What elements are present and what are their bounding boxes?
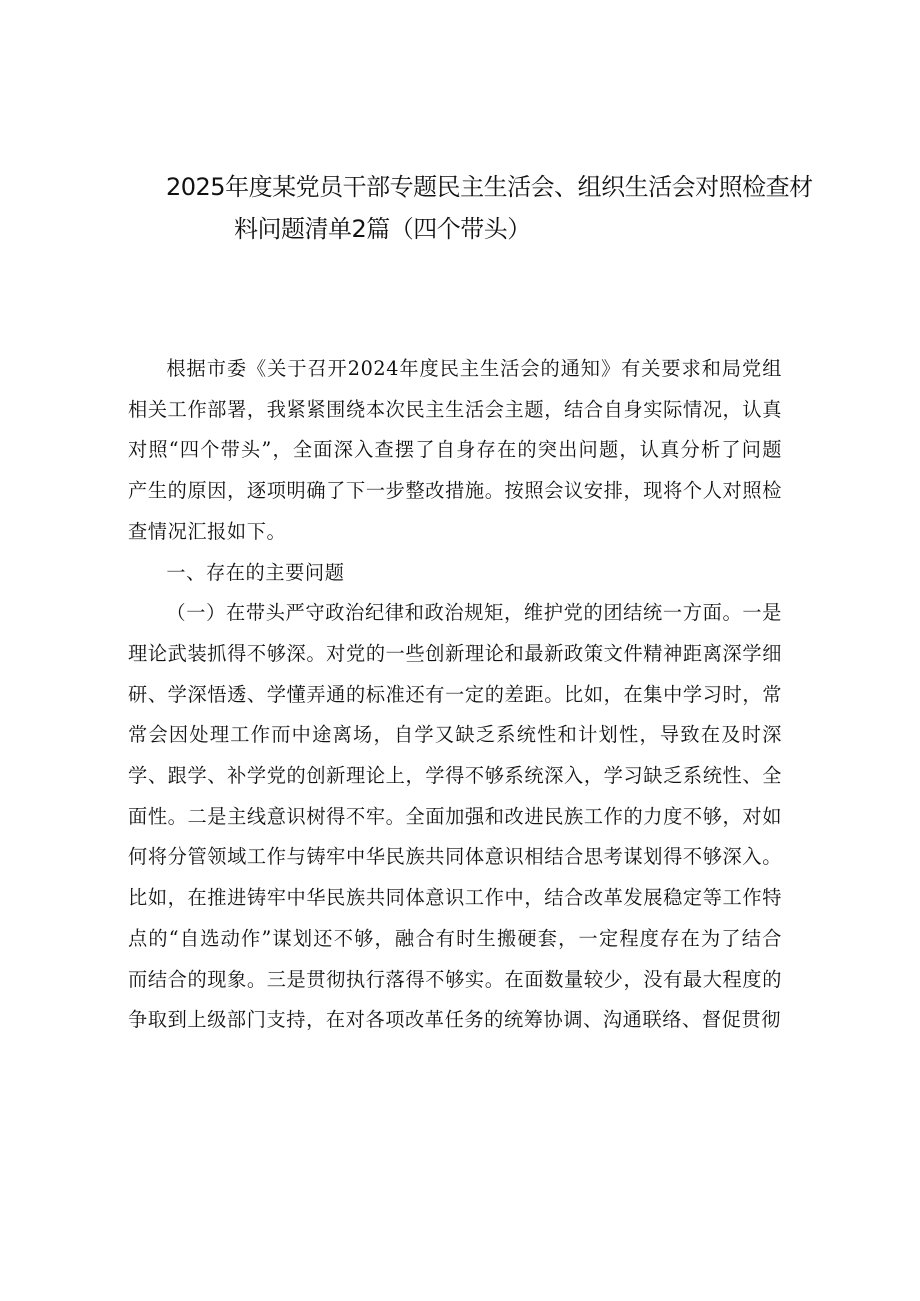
section-paragraph: （一）在带头严守政治纪律和政治规矩，维护党的团结统一方面。一是理论武装抓得不够深。对党的一些创新理论和最新政策文件精神距离深学细研、学深悟透、学懂弄通的标准还有一定的差距。比如，在集中学习时，常常会因处理工作而中途离场，自学又缺乏系统性和计划性，导致在及时深学、跟学、补学党的创新理论上，学得不够系统深入，学习缺乏系统性、全面性。二是主线意识树得不牢。全面加强和改进民族工作的力度不够，对如何将分管领域工作与铸牢中华民族共同体意识相结合思考谋划得不够深入。比如，在推进铸牢中华民族共同体意识工作中，结合改革发展稳定等工作特点的“自选动作”谋划还不够，融合有时生搬硬套，一定程度存在为了结合而结合的现象。三是贯彻执行落得不够实。在面数量较少，没有最大程度的争取到上级部门支持，在对各项改革任务的统筹协调、沟通联络、督促贯彻 <box>128 601 782 1032</box>
section-heading: 一、存在的主要问题 <box>166 560 345 584</box>
intro-paragraph: 根据市委《关于召开2024年度民主生活会的通知》有关要求和局党组相关工作部署，我紧紧围绕本次民主生活会主题，结合自身实际情况，认真对照“四个带头”，全面深入查摆了自身存在的突出问题，认真分析了问题产生的原因，逐项明确了下一步整改措施。按照会议安排，现将个人对照检查情况汇报如下。 <box>128 357 782 543</box>
title-line-1: 2025年度某党员干部专题民主生活会、组织生活会对照检查材 <box>166 173 813 201</box>
document-body <box>128 349 782 1041</box>
title-line-2: 料问题清单2篇（四个带头） <box>234 215 531 243</box>
document-title <box>120 166 813 250</box>
